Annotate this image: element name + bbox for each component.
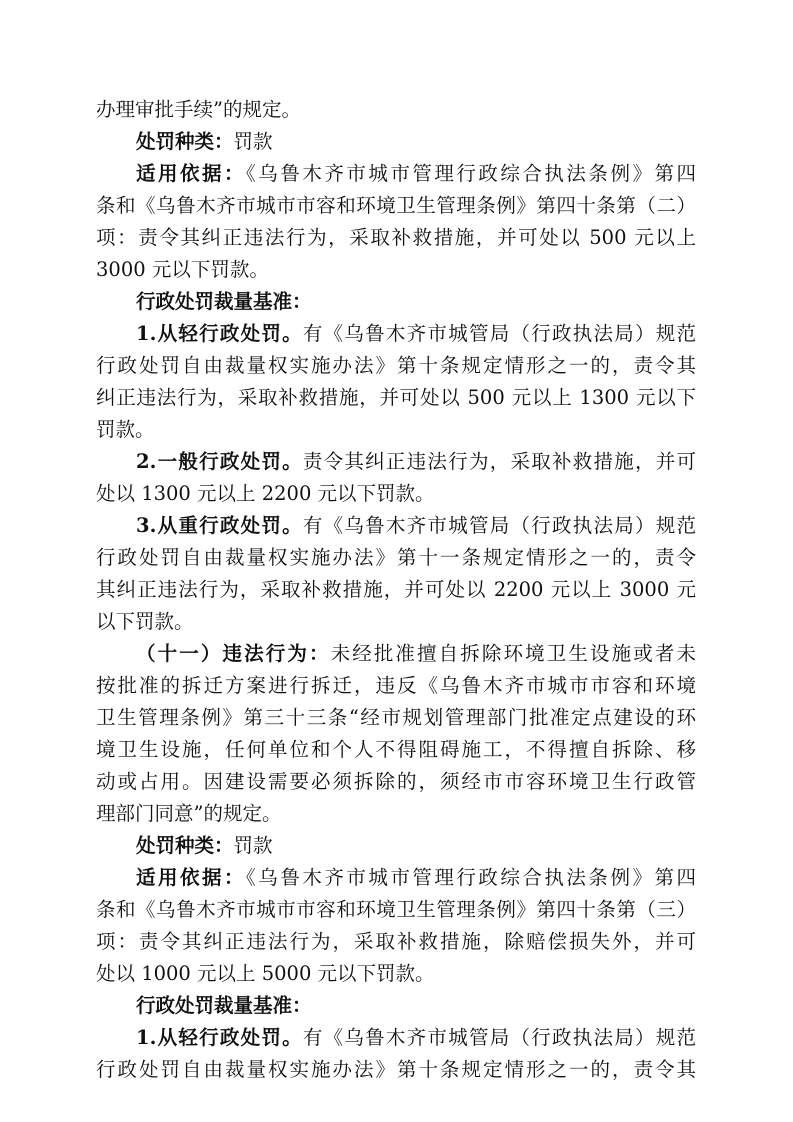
paragraph-line: 条和《乌鲁木齐市城市市容和环境卫生管理条例》第四十条第（二） (96, 194, 696, 217)
light-penalty-line: 1.从轻行政处罚。有《乌鲁木齐市城管局（行政执法局）规范 (136, 1026, 696, 1049)
violation-line: （十一）违法行为：未经批准擅自拆除环境卫生设施或者未 (136, 642, 696, 665)
paragraph-line: 办理审批手续”的规定。 (96, 98, 301, 121)
paragraph-line: 按批准的拆迁方案进行拆迁，违反《乌鲁木齐市城市市容和环境 (96, 674, 696, 697)
penalty-type-line: 处罚种类：罚款 (136, 130, 273, 153)
paragraph-line: 以下罚款。 (96, 610, 194, 633)
page-body (96, 94, 696, 1086)
penalty-type-label: 处罚种类： (136, 130, 234, 153)
paragraph-line: 行政处罚自由裁量权实施办法》第十条规定情形之一的，责令其 (96, 1058, 696, 1081)
paragraph-line: 项：责令其纠正违法行为，采取补救措施，并可处以 500 元以上 (96, 226, 696, 249)
legal-basis-line: 适用依据：《乌鲁木齐市城市管理行政综合执法条例》第四 (136, 866, 696, 889)
legal-basis-line: 适用依据：《乌鲁木齐市城市管理行政综合执法条例》第四 (136, 162, 696, 185)
paragraph-line: 其纠正违法行为，采取补救措施，并可处以 2200 元以上 3000 元 (96, 578, 696, 601)
general-penalty-line: 2.一般行政处罚。责令其纠正违法行为，采取补救措施，并可 (136, 450, 696, 473)
paragraph-line: 境卫生设施，任何单位和个人不得阻碍施工，不得擅自拆除、移 (96, 738, 696, 761)
violation-label: （十一）违法行为： (136, 642, 331, 665)
paragraph-line: 3000 元以下罚款。 (96, 258, 269, 281)
penalty-type-line: 处罚种类：罚款 (136, 834, 273, 857)
legal-basis-label: 适用依据： (136, 162, 247, 185)
paragraph-line: 纠正违法行为，采取补救措施，并可处以 500 元以上 1300 元以下 (96, 386, 696, 409)
paragraph-line: 行政处罚自由裁量权实施办法》第十条规定情形之一的，责令其 (96, 354, 696, 377)
paragraph-line: 罚款。 (96, 418, 155, 441)
penalty-type-label: 处罚种类： (136, 834, 234, 857)
paragraph-line: 行政处罚自由裁量权实施办法》第十一条规定情形之一的，责令 (96, 546, 696, 569)
paragraph-line: 处以 1300 元以上 2200 元以下罚款。 (96, 482, 435, 505)
general-penalty-label: 2.一般行政处罚。 (136, 450, 303, 473)
discretion-heading: 行政处罚裁量基准： (136, 994, 312, 1017)
paragraph-line: 动或占用。因建设需要必须拆除的，须经市市容环境卫生行政管 (96, 770, 696, 793)
paragraph-line: 理部门同意”的规定。 (96, 802, 282, 825)
paragraph-line: 处以 1000 元以上 5000 元以下罚款。 (96, 962, 435, 985)
legal-basis-label: 适用依据： (136, 866, 247, 889)
heavy-penalty-line: 3.从重行政处罚。有《乌鲁木齐市城管局（行政执法局）规范 (136, 514, 696, 537)
paragraph-line: 卫生管理条例》第三十三条“经市规划管理部门批准定点建设的环 (96, 706, 696, 729)
discretion-heading: 行政处罚裁量基准： (136, 290, 312, 313)
heavy-penalty-label: 3.从重行政处罚。 (136, 514, 303, 537)
light-penalty-line: 1.从轻行政处罚。有《乌鲁木齐市城管局（行政执法局）规范 (136, 322, 696, 345)
light-penalty-label: 1.从轻行政处罚。 (136, 1026, 303, 1049)
paragraph-line: 条和《乌鲁木齐市城市市容和环境卫生管理条例》第四十条第（三） (96, 898, 696, 921)
light-penalty-label: 1.从轻行政处罚。 (136, 322, 303, 345)
paragraph-line: 项：责令其纠正违法行为，采取补救措施，除赔偿损失外，并可 (96, 930, 696, 953)
